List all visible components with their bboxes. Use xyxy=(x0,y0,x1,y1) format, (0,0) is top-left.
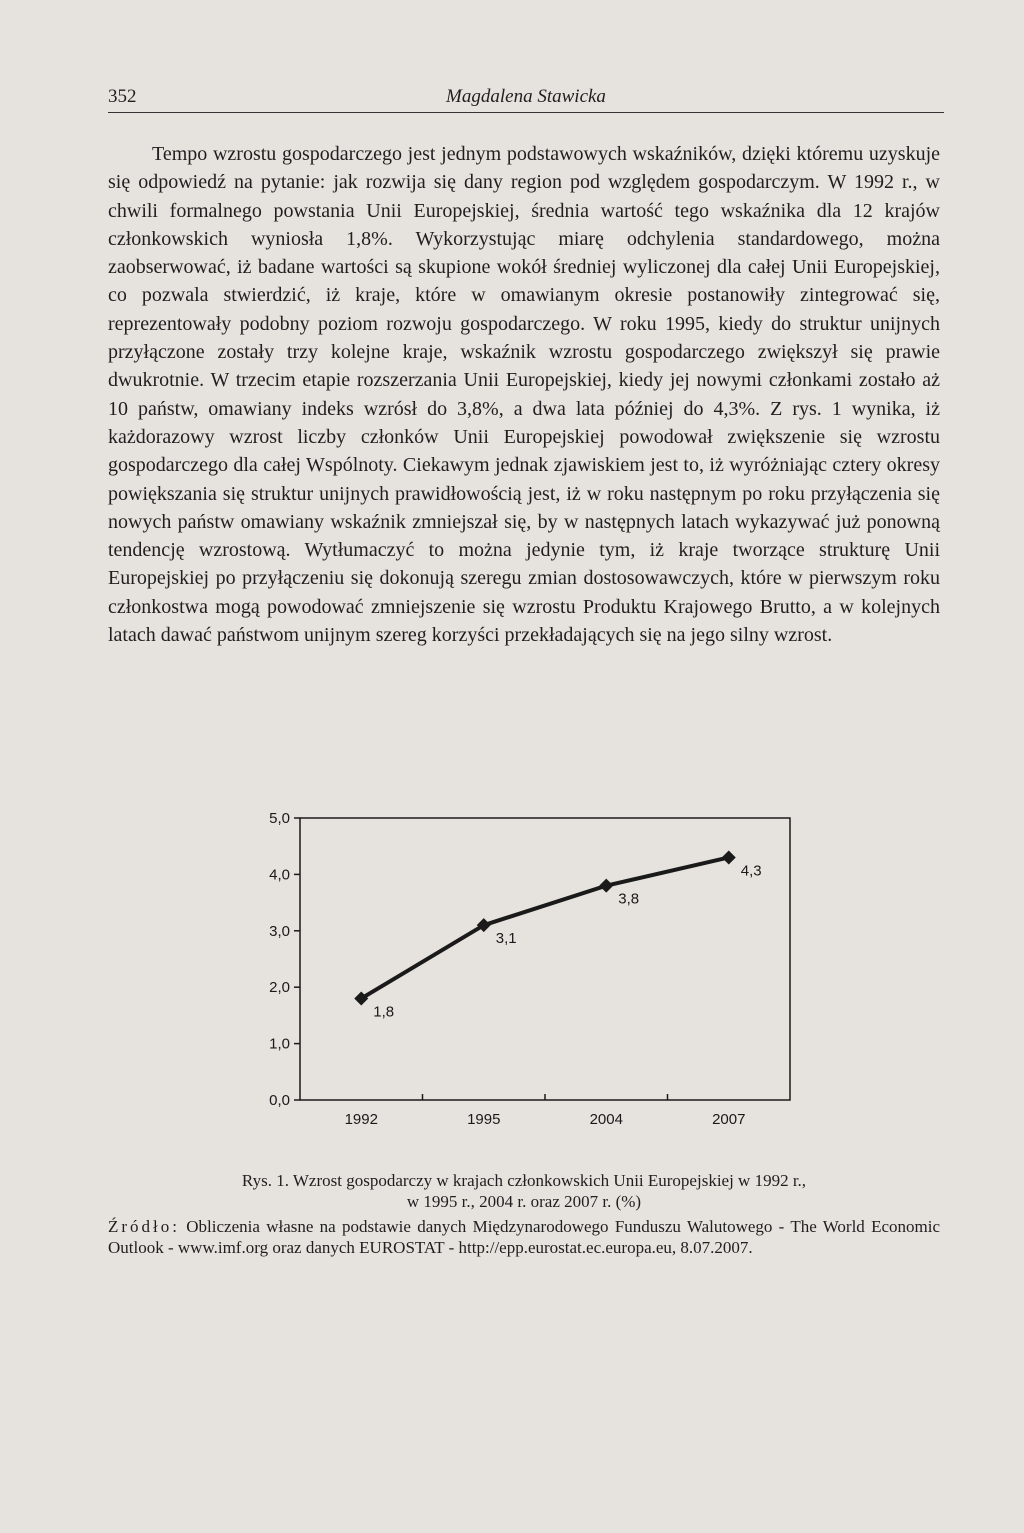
running-header xyxy=(108,86,944,113)
data-label: 1,8 xyxy=(373,1003,395,1021)
y-tick-label: 3,0 xyxy=(269,922,290,940)
x-tick-label: 1995 xyxy=(467,1111,501,1128)
data-label: 3,8 xyxy=(618,890,640,908)
figure-chart xyxy=(230,800,810,1150)
figure-caption xyxy=(108,1170,940,1212)
y-tick-label: 1,0 xyxy=(269,1035,290,1053)
data-point xyxy=(599,879,613,893)
caption-line-2: w 1995 r., 2004 r. oraz 2007 r. (%) xyxy=(406,1192,642,1211)
figure-source xyxy=(108,1216,940,1258)
body-paragraph: Tempo wzrostu gospodarczego jest jednym podstawowych wskaźników, dzięki któremu uzyskuje się odpowiedź na pytanie: jak rozwija się dany region pod względem gospodarczym. W 1992 r., w chwili formalnego powstania Unii Europejskiej, średnia wartość tego wskaźnika dla 12 krajów członkowskich wyniosła 1,8%. Wykorzystując miarę odchylenia standardowego, można zaobserwować, iż badane wartości są skupione wokół średniej wyliczonej dla całej Unii Europejskiej, co pozwala stwierdzić, iż kraje, które w omawianym okresie postanowiły zintegrować się, reprezentowały podobny poziom rozwoju gospodarczego. W roku 1995, kiedy do struktur unijnych przyłączone zostały trzy kolejne kraje, wskaźnik wzrostu gospodarczego zwiększył się prawie dwukrotnie. W trzecim etapie rozszerzania Unii Europejskiej, kiedy jej nowymi członkami zostało aż 10 państw, omawiany indeks wzrósł do 3,8%, a dwa lata później do 4,3%. Z rys. 1 wynika, iż każdorazowy wzrost liczby członków Unii Europejskiej powodował zwiększenie się wzrostu gospodarczego dla całej Wspólnoty. Ciekawym jednak zjawiskiem jest to, iż wyróżniając cztery okresy powiększania się struktur unijnych prawidłowością jest, iż w roku następnym po roku przyłączenia się nowych państw omawiany wskaźnik zmniejszał się, by w następnych latach wykazywać już ponowną tendencję wzrostową. Wytłumaczyć to można jedynie tym, iż kraje tworzące strukturę Unii Europejskiej po przyłączeniu się dokonują szeregu zmian dostosowawczych, które w pierwszym roku członkostwa mogą powodować zmniejszenie się wzrostu Produktu Krajowego Brutto, a w kolejnych latach dawać państwom unijnym szereg korzyści przekładających się na jego silny wzrost. xyxy=(108,143,940,647)
y-tick-label: 4,0 xyxy=(269,866,290,884)
page-number: 352 xyxy=(108,86,137,107)
x-tick-label: 2007 xyxy=(712,1111,746,1128)
series-line xyxy=(361,857,729,998)
x-tick-label: 1992 xyxy=(344,1111,378,1128)
caption-line-1: Rys. 1. Wzrost gospodarczy w krajach członkowskich Unii Europejskiej w 1992 r., xyxy=(241,1171,807,1190)
data-label: 4,3 xyxy=(740,862,762,880)
x-tick-label: 2004 xyxy=(589,1111,623,1128)
running-author: Magdalena Stawicka xyxy=(446,86,606,107)
data-label: 3,1 xyxy=(495,930,517,948)
source-text: Obliczenia własne na podstawie danych Międzynarodowego Funduszu Walutowego - The World Economic Outlook - www.imf.org oraz danych EUROSTAT - http://epp.eurostat.ec.europa.eu, 8.07.2007. xyxy=(108,1217,940,1257)
y-tick-label: 2,0 xyxy=(269,979,290,997)
growth-line-chart xyxy=(230,800,810,1150)
data-point xyxy=(722,850,736,864)
y-tick-label: 5,0 xyxy=(269,810,290,827)
source-lead: Źródło: xyxy=(108,1217,180,1236)
y-tick-label: 0,0 xyxy=(269,1092,290,1109)
